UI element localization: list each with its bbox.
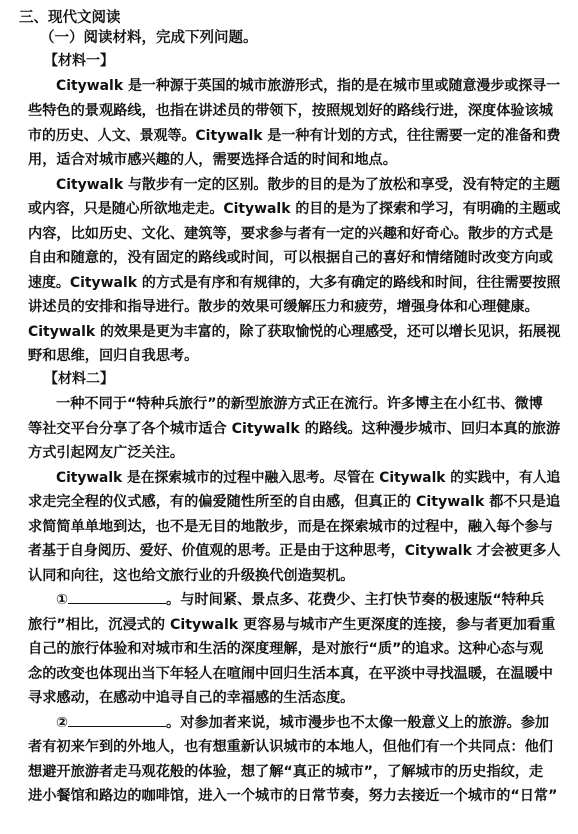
- text-line: Citywalk 是一种源于英国的城市旅游形式，指的是在城市里或随意漫步或探寻一: [56, 78, 561, 94]
- text-line: 野和思维，回归自我思考。: [28, 348, 199, 364]
- text-line: [56, 714, 549, 732]
- text-line: 自己的旅行体验和对城市和生活的深度理解，是对旅行“质”的追求。这种心态与观: [28, 641, 544, 657]
- text-line: Citywalk 的效果是更为丰富的，除了获取愉悦的心理感受，还可以增长见识，拓展视: [28, 324, 561, 340]
- text-line: 一种不同于“特种兵旅行”的新型旅游方式正在流行。许多博主在小红书、微博: [56, 396, 543, 412]
- text-line: 求走完全程的仪式感，有的偏爱随性所至的自由感，但真正的 Citywalk 都不只是追: [28, 494, 561, 510]
- text-line: 念的改变也体现出当下年轻人在喧闹中回归生活本真，在平淡中寻找温暖，在温暖中: [28, 666, 553, 682]
- text-line: 等社交平台分享了各个城市适合 Citywalk 的路线。这种漫步城市、回归本真的旅游: [28, 421, 561, 437]
- text-line: 内容，比如历史、文化、建筑等，要求参与者有一定的兴趣和好奇心。散步的方式是: [28, 226, 553, 242]
- section-title: 三、现代文阅读: [19, 10, 121, 26]
- material-2-label: 【材料二】: [44, 371, 114, 387]
- answer-blank-1[interactable]: [68, 603, 166, 604]
- text-line: 进小餐馆和路边的咖啡馆，进入一个城市的日常节奏，努力去接近一个城市的“日常”: [28, 788, 558, 804]
- text-line: [56, 591, 544, 609]
- text-line: 用，适合对城市感兴趣的人，需要选择合适的时间和地点。: [28, 152, 397, 168]
- text-line: 方式引起网友广泛关注。: [28, 445, 185, 461]
- text-line: 寻求感动，在感动中追寻自己的幸福感的生活态度。: [28, 690, 355, 706]
- text-fragment: 。对参加者来说，城市漫步也不太像一般意义上的旅游。参加: [166, 715, 550, 731]
- text-line: 讲述员的安排和指导进行。散步的效果可缓解压力和疲劳，增强身体和心理健康。: [28, 299, 539, 315]
- answer-blank-2[interactable]: [68, 726, 166, 727]
- text-line: 自由和随意的，没有固定的路线或时间，可以根据自己的喜好和情绪随时改变方向或: [28, 250, 553, 266]
- text-line: 些特色的景观路线，也指在讲述员的带领下，按照规划好的路线行进，深度体验该城: [28, 103, 553, 119]
- text-line: 想避开旅游者走马观花般的体验，想了解“真正的城市”，了解城市的历史指纹，走: [28, 764, 544, 780]
- blank-marker-2: ②: [56, 715, 69, 731]
- text-line: 旅行”相比，沉浸式的 Citywalk 更容易与城市产生更深度的连接，参与者更加看重: [28, 617, 556, 633]
- text-line: Citywalk 是在探索城市的过程中融入思考。尽管在 Citywalk 的实践中，有人追: [56, 470, 561, 486]
- text-line: Citywalk 与散步有一定的区别。散步的目的是为了放松和享受，没有特定的主题: [56, 177, 561, 193]
- text-line: 速度。Citywalk 的方式是有序和有规律的，大多有确定的路线和时间，往往需要按照: [28, 275, 561, 291]
- text-line: 者基于自身阅历、爱好、价值观的思考。正是由于这种思考，Citywalk 才会被更多人: [28, 543, 561, 559]
- text-fragment: 。与时间紧、景点多、花费少、主打快节奏的极速版“特种兵: [166, 592, 545, 608]
- text-line: 求简简单单地到达，也不是无目的地散步，而是在探索城市的过程中，融入每个参与: [28, 519, 553, 535]
- blank-marker-1: ①: [56, 592, 69, 608]
- material-1-label: 【材料一】: [44, 53, 114, 69]
- text-line: 者有初来乍到的外地人，也有想重新认识城市的本地人，但他们有一个共同点：他们: [28, 739, 553, 755]
- text-line: 认同和向往，这也给文旅行业的升级换代创造契机。: [28, 568, 355, 584]
- text-line: 市的历史、人文、景观等。Citywalk 是一种有计划的方式，往往需要一定的准备和费: [28, 128, 561, 144]
- text-line: 或内容，只是随心所欲地走走。Citywalk 的目的是为了探索和学习，有明确的主题或: [28, 201, 561, 217]
- sub-title: （一）阅读材料，完成下列问题。: [40, 30, 258, 46]
